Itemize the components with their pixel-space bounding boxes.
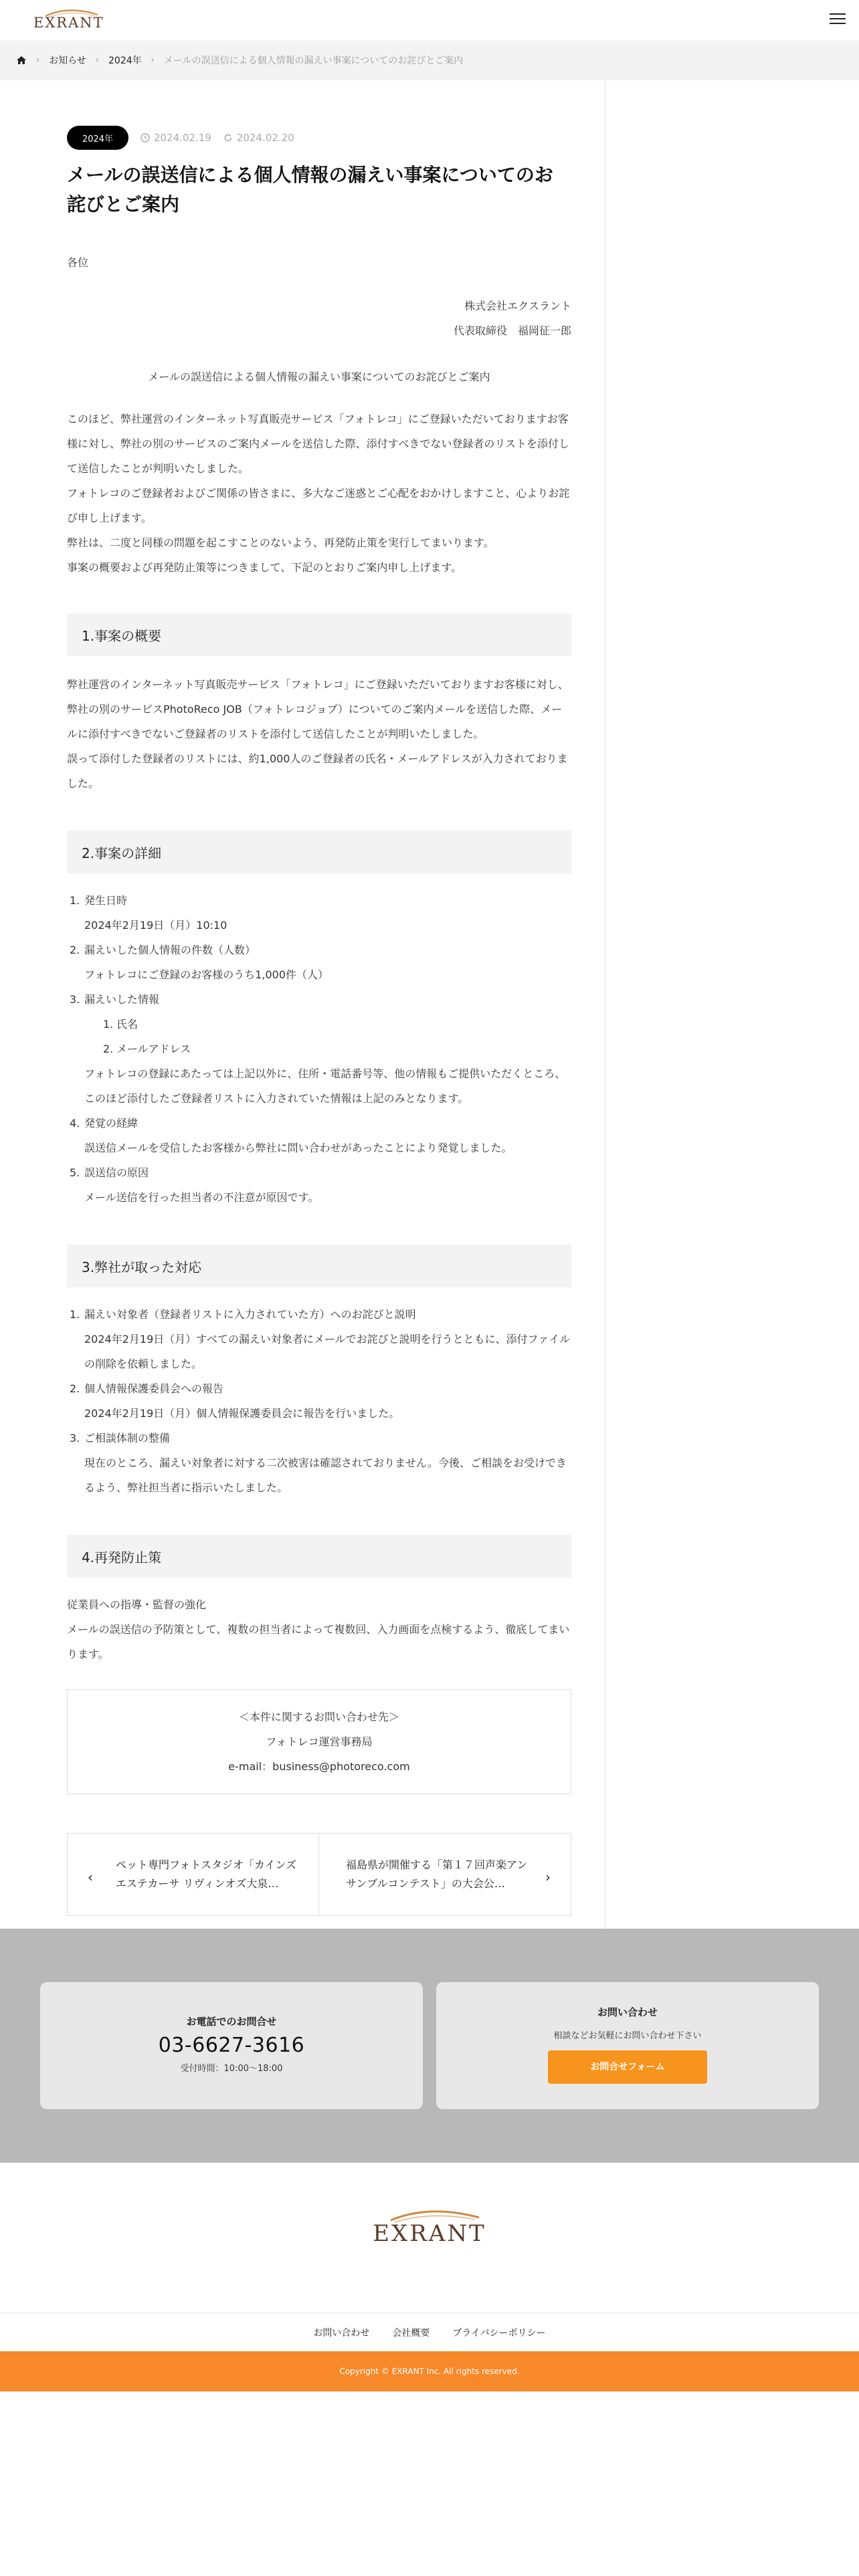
inquiry-box: ＜本件に関するお問い合わせ先＞ フォトレコ運営事務局 e-mail：business@photoreco.com [67,1689,571,1794]
next-post-link[interactable]: 福島県が開催する「第１７回声楽アンサンブルコンテスト」の大会公… › [346,1858,551,1890]
sender-company: 株式会社エクスラント [464,300,571,312]
section-heading-response: 3.弊社が取った対応 [67,1245,571,1287]
list-item: 3. 漏えいした情報 1. 氏名 2. メールアドレス フォトレコの登録にあたっては上記以外に、住所・電話番号等、他の情報もご提供いただくところ、 このほど添付したご登録者リストに入力されていた情報は上記のみとなります。 [67,987,571,1111]
refresh-icon [223,133,233,142]
footer-link-company[interactable]: 会社概要 [392,2327,430,2339]
subject-line: メールの誤送信による個人情報の漏えい事案についてのお詫びとご案内 [148,370,490,383]
published-date: 2024.02.19 [140,132,211,144]
site-logo[interactable] [33,7,103,32]
section-heading-details: 2.事案の詳細 [67,831,571,873]
phone-number[interactable]: 03-6627-3616 [158,2034,305,2057]
footer-logo[interactable]: EXRANT [371,2206,488,2252]
phone-hours: 受付時間：10:00〜18:00 [180,2064,283,2074]
chevron-right-icon: › [36,55,40,66]
page-title: メールの誤送信による個人情報の漏えい事案についてのお 詫びとご案内 [67,164,553,215]
article [67,80,571,1916]
inquiry-email: e-mail：business@photoreco.com [228,1760,410,1773]
clock-icon [140,133,150,142]
site-header [0,0,859,40]
list-item: 1. 氏名 [103,1018,138,1031]
prev-post-link[interactable]: ‹ ペット専門フォトスタジオ「カインズ エステカーサ リヴィンオズ大泉… [68,1834,319,1915]
inquiry-form-button[interactable]: お問合せフォーム [548,2050,707,2084]
list-item: 1. 漏えい対象者（登録者リストに入力されていた方）へのお詫びと説明 2024年2月19日（月）すべての漏えい対象者にメールでお詫びと説明を行うとともに、添付ファイル の削除を依頼しました。 [70,1308,571,1370]
chevron-left-icon: ‹ [88,1869,93,1885]
chevron-right-icon: › [151,55,155,66]
sender-representative: 代表取締役 福岡征一郎 [453,324,571,337]
list-item: 1. 発生日時 2024年2月19日（月）10:10 [70,894,227,932]
list-item: 4. 発覚の経緯 誤送信メールを受信したお客様から弊社に問い合わせがあったことにより発覚しました。 [70,1117,512,1154]
leaked-info-list [84,1012,571,1061]
section-overview-text: 弊社運営のインターネット写真販売サービス「フォトレコ」にご登録いただいておりますお客様に対し、 弊社の別のサービスPhotoReco JOB（フォトレコジョブ）についてのご案内メールを送信した際、メー ルに添付すべきでないご登録者のリストを添付して送信したことが判明いたしました。 誤って添付した登録者のリストには、約1,000人のご登録者の氏名・メールアドレスが入力されておりま した。 [67,678,569,790]
addressee: 各位 [67,256,89,269]
intro-paragraph: このほど、弊社運営のインターネット写真販売サービス「フォトレコ」にご登録いただいておりますお客 様に対し、弊社の別のサービスのご案内メールを送信した際、添付すべきでない登録者のリストを添付し て送信したことが判明いたしました。 フォトレコのご登録者およびご関係の皆さまに、多大なご迷惑とご心配をおかけしますこと、心よりお詫 び申し上げます。 弊社は、二度と同様の問題を起こすことのないよう、再発防止策を実行してまいります。 事案の概要および再発防止策等につきまして、下記のとおりご案内申し上げます。 [67,413,570,574]
breadcrumb-current: メールの誤送信による個人情報の漏えい事案についてのお詫びとご案内 [163,56,464,66]
logo-text: EXRANT [33,15,104,31]
response-list [67,1302,571,1500]
chevron-right-icon: › [545,1869,551,1885]
footer-link-privacy[interactable]: プライバシーポリシー [452,2327,546,2339]
breadcrumb-item-year[interactable]: 2024年 [108,56,142,66]
footer-link-contact[interactable]: お問い合わせ [313,2327,370,2339]
list-item: 2. 漏えいした個人情報の件数（人数） フォトレコにご登録のお客様のうち1,000件（人） [70,944,329,981]
chevron-right-icon: › [95,55,99,66]
section-prevention-text: 従業員への指導・監督の強化 メールの誤送信の予防策として、複数の担当者によって複数回、入力画面を点検するよう、徹底してまい ります。 [67,1598,570,1660]
updated-date: 2024.02.20 [223,132,294,144]
post-navigation [67,1833,571,1916]
category-badge[interactable]: 2024年 [67,126,128,150]
list-item: 3. ご相談体制の整備 現在のところ、漏えい対象者に対する二次被害は確認されておりません。今後、ご相談をお受けでき るよう、弊社担当者に指示いたしました。 [70,1432,567,1494]
section-heading-prevention: 4.再発防止策 [67,1535,571,1578]
inquiry-contact-card: お問い合わせ 相談などお気軽にお問い合わせ下さい お問合せフォーム [436,1982,819,2109]
section-heading-overview: 1.事案の概要 [67,613,571,656]
list-item: 5. 誤送信の原因 メール送信を行った担当者の不注意が原因です。 [70,1166,319,1204]
sender-block [67,294,571,343]
breadcrumb [0,40,859,80]
breadcrumb-item-news[interactable]: お知らせ [49,56,86,66]
phone-contact-card: お電話でのお問合せ 03-6627-3616 受付時間：10:00〜18:00 [40,1982,423,2109]
home-icon[interactable] [16,55,27,66]
footer-nav [0,2313,859,2351]
article-meta [67,124,571,151]
list-item: 2. メールアドレス [103,1043,191,1055]
list-item: 2. 個人情報保護委員会への報告 2024年2月19日（月）個人情報保護委員会に報告を行いました。 [70,1382,400,1420]
details-list [67,888,571,1210]
menu-icon[interactable] [830,13,846,27]
copyright: Copyright © EXRANT Inc. All rights reserved. [0,2351,859,2391]
contact-section [0,1929,859,2163]
